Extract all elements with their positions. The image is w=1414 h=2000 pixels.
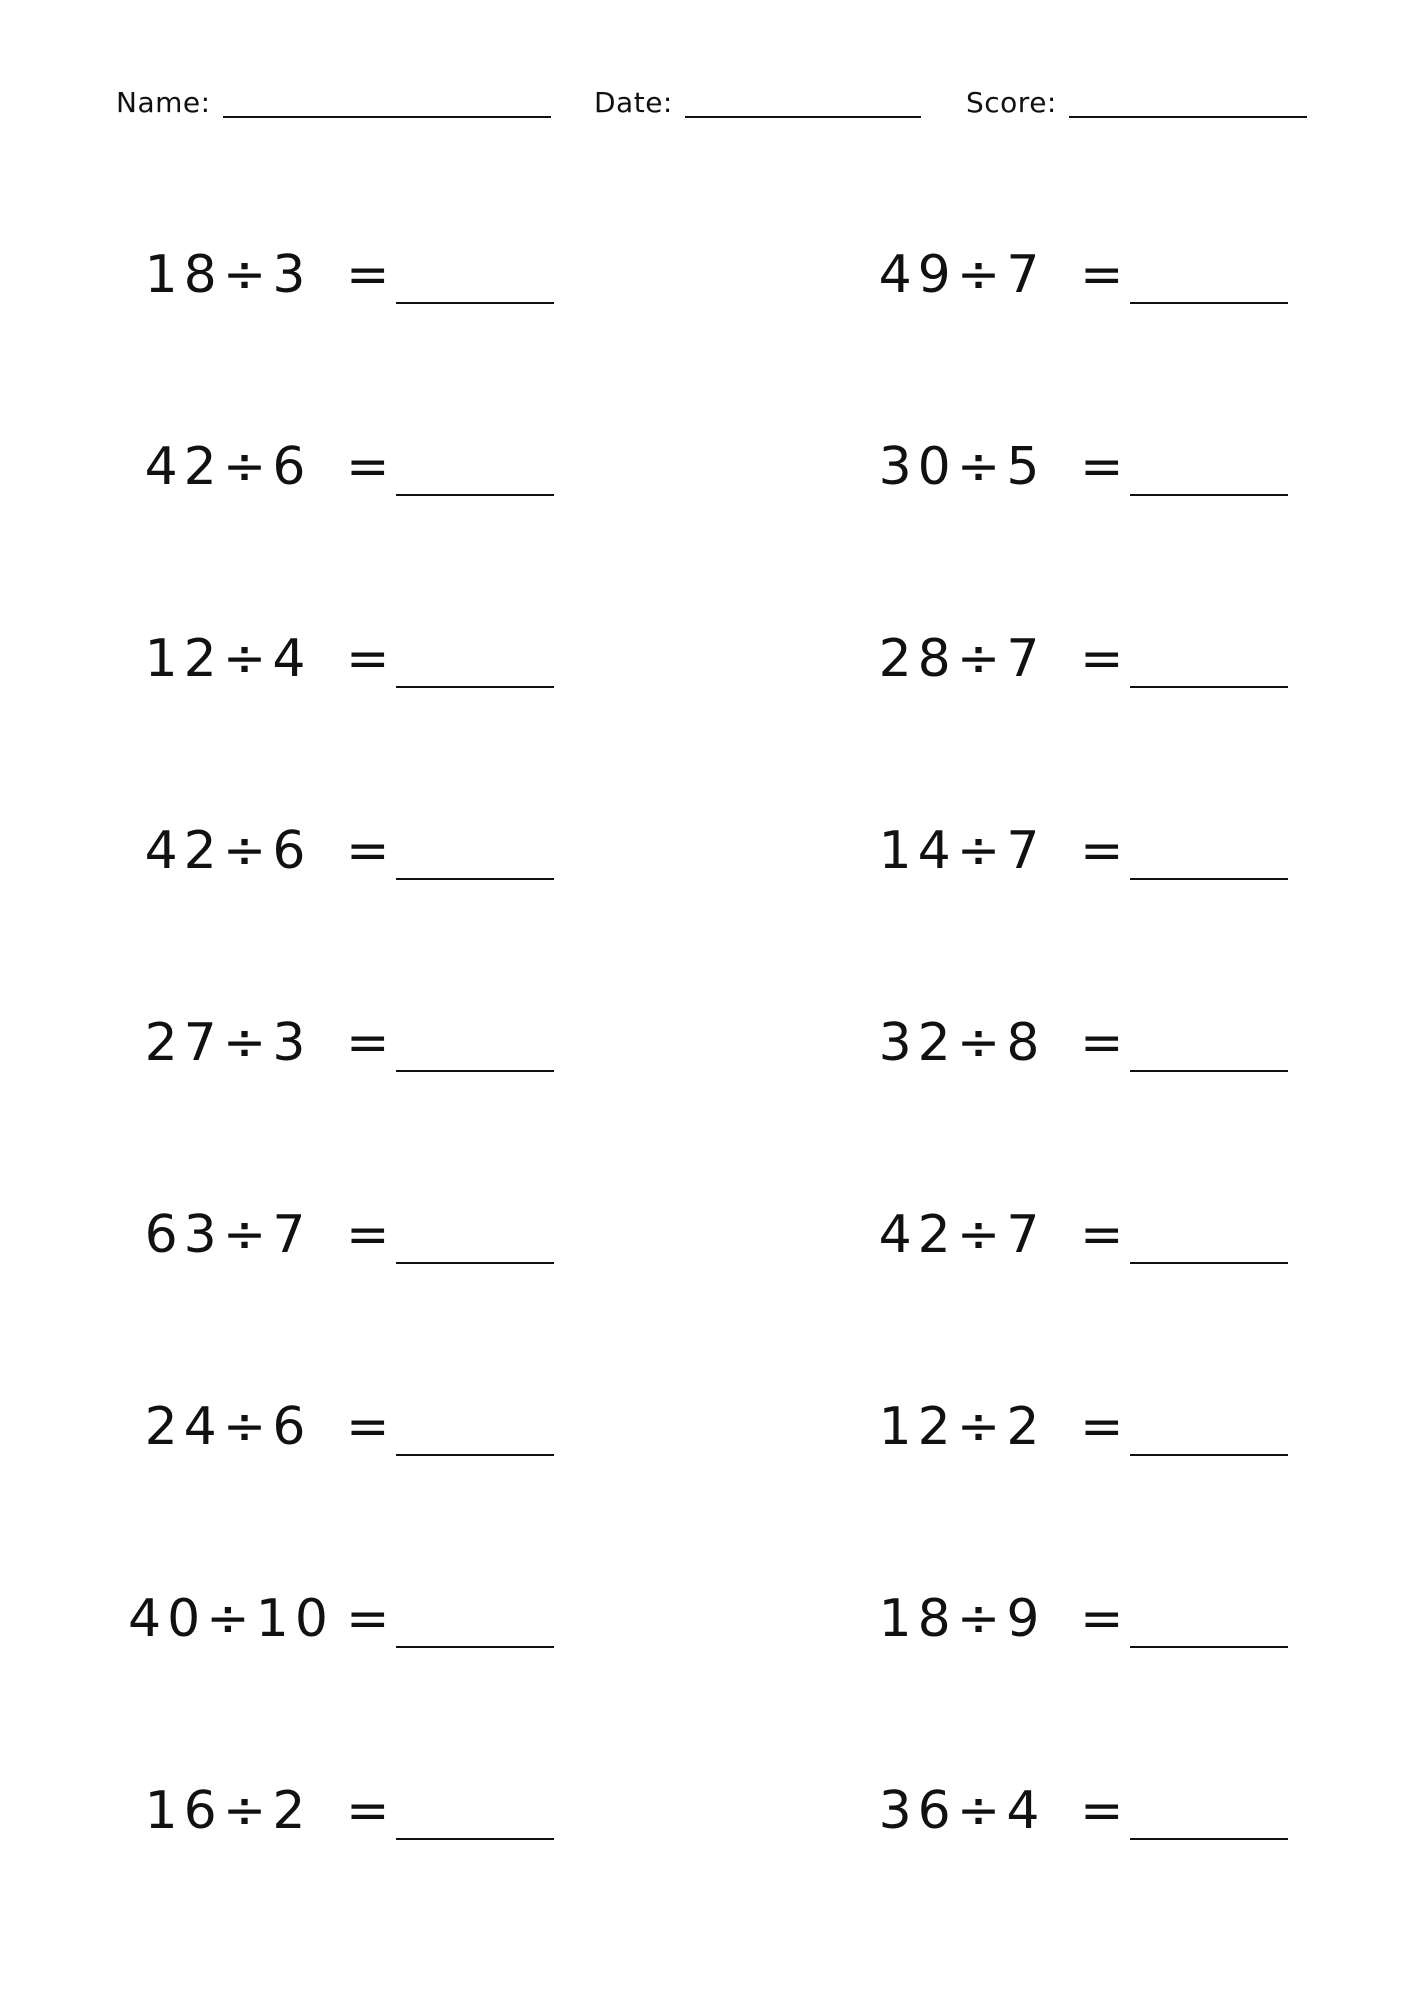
equals-sign: =	[1080, 1781, 1124, 1841]
score-label: Score:	[966, 86, 1057, 119]
equals-sign: =	[346, 1205, 390, 1265]
problem-expression: 36÷4	[878, 1781, 1046, 1841]
problem-expression: 30÷5	[878, 437, 1046, 497]
equals-sign: =	[346, 437, 390, 497]
date-label: Date:	[594, 86, 673, 119]
problem-expression: 32÷8	[878, 1013, 1046, 1073]
problem-expression: 12÷2	[878, 1397, 1046, 1457]
equals-sign: =	[346, 245, 390, 305]
answer-line[interactable]	[396, 878, 554, 880]
equals-sign: =	[346, 821, 390, 881]
answer-line[interactable]	[1130, 878, 1288, 880]
answer-line[interactable]	[396, 494, 554, 496]
answer-line[interactable]	[1130, 494, 1288, 496]
answer-line[interactable]	[396, 686, 554, 688]
date-input-line[interactable]	[685, 88, 921, 118]
problem-expression: 63÷7	[144, 1205, 312, 1265]
answer-line[interactable]	[396, 1454, 554, 1456]
problem-expression: 28÷7	[878, 629, 1046, 689]
answer-line[interactable]	[1130, 1838, 1288, 1840]
answer-line[interactable]	[1130, 1070, 1288, 1072]
equals-sign: =	[1080, 821, 1124, 881]
equals-sign: =	[1080, 1013, 1124, 1073]
date-field	[594, 86, 921, 120]
problem-expression: 18÷9	[878, 1589, 1046, 1649]
equals-sign: =	[1080, 629, 1124, 689]
answer-line[interactable]	[1130, 1454, 1288, 1456]
answer-line[interactable]	[1130, 686, 1288, 688]
problem-expression: 14÷7	[878, 821, 1046, 881]
equals-sign: =	[1080, 1397, 1124, 1457]
equals-sign: =	[346, 1781, 390, 1841]
problem-expression: 18÷3	[144, 245, 312, 305]
problem-expression: 42÷7	[878, 1205, 1046, 1265]
equals-sign: =	[1080, 437, 1124, 497]
answer-line[interactable]	[1130, 1262, 1288, 1264]
name-field	[116, 86, 551, 120]
problem-expression: 16÷2	[144, 1781, 312, 1841]
problem-expression: 42÷6	[144, 437, 312, 497]
answer-line[interactable]	[396, 1262, 554, 1264]
equals-sign: =	[346, 1013, 390, 1073]
problem-expression: 49÷7	[878, 245, 1046, 305]
equals-sign: =	[1080, 245, 1124, 305]
problem-expression: 12÷4	[144, 629, 312, 689]
equals-sign: =	[346, 629, 390, 689]
answer-line[interactable]	[396, 1070, 554, 1072]
problem-expression: 27÷3	[144, 1013, 312, 1073]
score-input-line[interactable]	[1069, 88, 1307, 118]
score-field	[966, 86, 1307, 120]
worksheet-header	[0, 86, 1414, 126]
answer-line[interactable]	[396, 302, 554, 304]
problem-expression: 24÷6	[144, 1397, 312, 1457]
name-label: Name:	[116, 86, 211, 119]
equals-sign: =	[1080, 1589, 1124, 1649]
equals-sign: =	[346, 1589, 390, 1649]
answer-line[interactable]	[396, 1646, 554, 1648]
answer-line[interactable]	[396, 1838, 554, 1840]
answer-line[interactable]	[1130, 302, 1288, 304]
answer-line[interactable]	[1130, 1646, 1288, 1648]
problem-expression: 42÷6	[144, 821, 312, 881]
problem-expression: 40÷10	[128, 1589, 334, 1649]
name-input-line[interactable]	[223, 88, 551, 118]
equals-sign: =	[1080, 1205, 1124, 1265]
equals-sign: =	[346, 1397, 390, 1457]
